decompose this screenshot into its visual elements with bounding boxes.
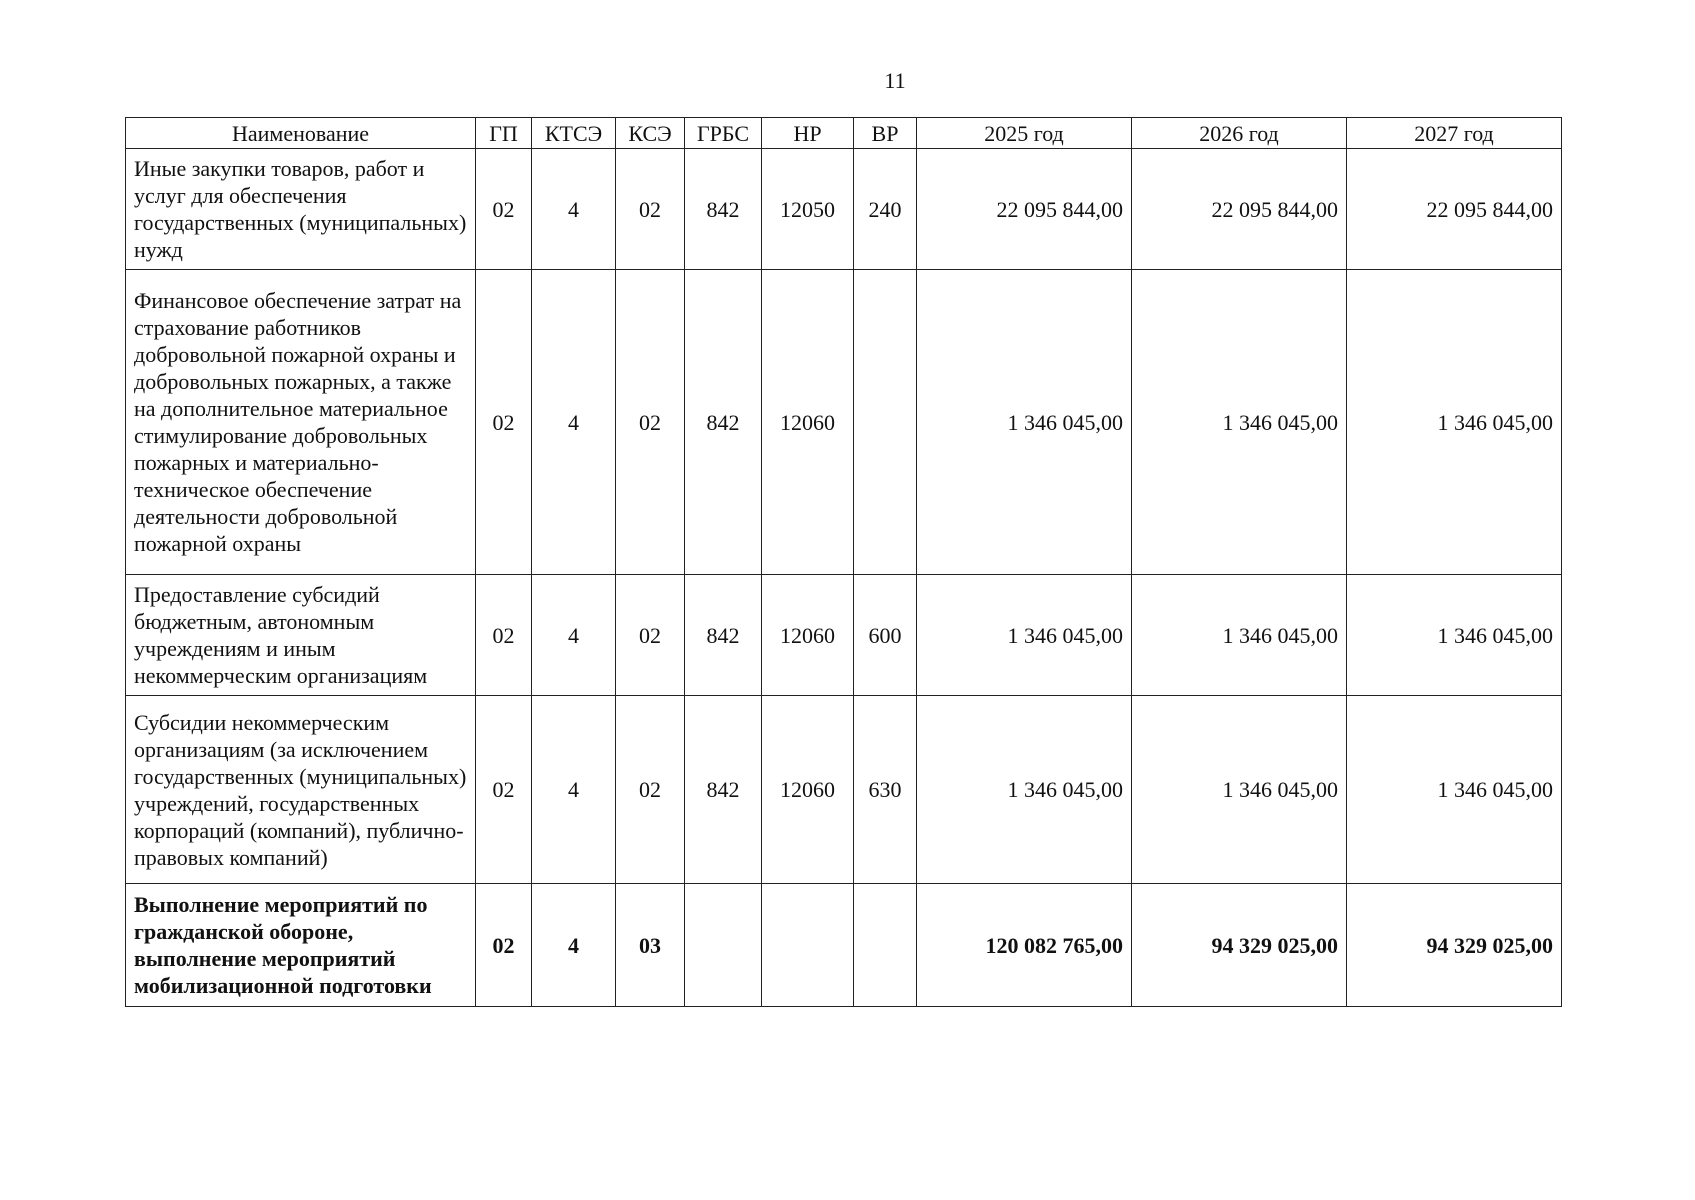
row-amount-2025: 120 082 765,00 bbox=[917, 884, 1132, 1007]
row-grbs: 842 bbox=[685, 270, 762, 575]
row-grbs bbox=[685, 884, 762, 1007]
table-row bbox=[126, 149, 1562, 270]
row-vr bbox=[854, 270, 917, 575]
row-name: Иные закупки товаров, работ и услуг для обеспечения государственных (муниципальных) нужд bbox=[126, 149, 476, 270]
row-ktse: 4 bbox=[532, 270, 616, 575]
row-amount-2026: 1 346 045,00 bbox=[1132, 270, 1347, 575]
row-gp: 02 bbox=[476, 696, 532, 884]
row-kse: 02 bbox=[616, 696, 685, 884]
row-nr bbox=[762, 884, 854, 1007]
row-ktse: 4 bbox=[532, 696, 616, 884]
row-amount-2026: 94 329 025,00 bbox=[1132, 884, 1347, 1007]
row-amount-2025: 1 346 045,00 bbox=[917, 575, 1132, 696]
table-header-row bbox=[126, 118, 1562, 149]
row-nr: 12060 bbox=[762, 575, 854, 696]
row-amount-2027: 1 346 045,00 bbox=[1347, 270, 1562, 575]
row-name: Финансовое обеспечение затрат на страхование работников добровольной пожарной охраны и добровольных пожарных, а также на дополнительное материальное стимулирование добровольных пожарных и материально-техническое обеспечение деятельности добровольной пожарной охраны bbox=[126, 270, 476, 575]
col-header-nr: НР bbox=[762, 118, 854, 149]
row-gp: 02 bbox=[476, 149, 532, 270]
row-amount-2027: 1 346 045,00 bbox=[1347, 696, 1562, 884]
row-vr: 600 bbox=[854, 575, 917, 696]
col-header-2027: 2027 год bbox=[1347, 118, 1562, 149]
row-grbs: 842 bbox=[685, 575, 762, 696]
row-ktse: 4 bbox=[532, 575, 616, 696]
row-amount-2025: 1 346 045,00 bbox=[917, 270, 1132, 575]
row-name: Предоставление субсидий бюджетным, автономным учреждениям и иным некоммерческим организациям bbox=[126, 575, 476, 696]
row-amount-2027: 1 346 045,00 bbox=[1347, 575, 1562, 696]
col-header-2026: 2026 год bbox=[1132, 118, 1347, 149]
row-ktse: 4 bbox=[532, 884, 616, 1007]
row-grbs: 842 bbox=[685, 149, 762, 270]
row-kse: 02 bbox=[616, 149, 685, 270]
row-amount-2025: 22 095 844,00 bbox=[917, 149, 1132, 270]
row-nr: 12060 bbox=[762, 270, 854, 575]
page-number: 11 bbox=[884, 68, 906, 93]
col-header-ktse: КТСЭ bbox=[532, 118, 616, 149]
col-header-vr: ВР bbox=[854, 118, 917, 149]
row-nr: 12060 bbox=[762, 696, 854, 884]
row-amount-2026: 1 346 045,00 bbox=[1132, 575, 1347, 696]
row-gp: 02 bbox=[476, 884, 532, 1007]
row-kse: 02 bbox=[616, 575, 685, 696]
row-ktse: 4 bbox=[532, 149, 616, 270]
row-nr: 12050 bbox=[762, 149, 854, 270]
row-amount-2025: 1 346 045,00 bbox=[917, 696, 1132, 884]
table-row bbox=[126, 575, 1562, 696]
row-gp: 02 bbox=[476, 575, 532, 696]
col-header-name: Наименование bbox=[126, 118, 476, 149]
row-amount-2026: 1 346 045,00 bbox=[1132, 696, 1347, 884]
row-amount-2027: 22 095 844,00 bbox=[1347, 149, 1562, 270]
row-name: Выполнение мероприятий по гражданской обороне, выполнение мероприятий мобилизационной подготовки bbox=[126, 884, 476, 1007]
row-amount-2026: 22 095 844,00 bbox=[1132, 149, 1347, 270]
row-kse: 02 bbox=[616, 270, 685, 575]
row-grbs: 842 bbox=[685, 696, 762, 884]
row-vr: 630 bbox=[854, 696, 917, 884]
table-row bbox=[126, 884, 1562, 1007]
table-row bbox=[126, 270, 1562, 575]
col-header-grbs: ГРБС bbox=[685, 118, 762, 149]
table-row bbox=[126, 696, 1562, 884]
budget-table bbox=[125, 117, 1562, 1007]
row-vr bbox=[854, 884, 917, 1007]
col-header-gp: ГП bbox=[476, 118, 532, 149]
row-name: Субсидии некоммерческим организациям (за исключением государственных (муниципальных) учреждений, государственных корпораций (компаний), публично-правовых компаний) bbox=[126, 696, 476, 884]
row-vr: 240 bbox=[854, 149, 917, 270]
row-kse: 03 bbox=[616, 884, 685, 1007]
row-gp: 02 bbox=[476, 270, 532, 575]
col-header-kse: КСЭ bbox=[616, 118, 685, 149]
row-amount-2027: 94 329 025,00 bbox=[1347, 884, 1562, 1007]
col-header-2025: 2025 год bbox=[917, 118, 1132, 149]
